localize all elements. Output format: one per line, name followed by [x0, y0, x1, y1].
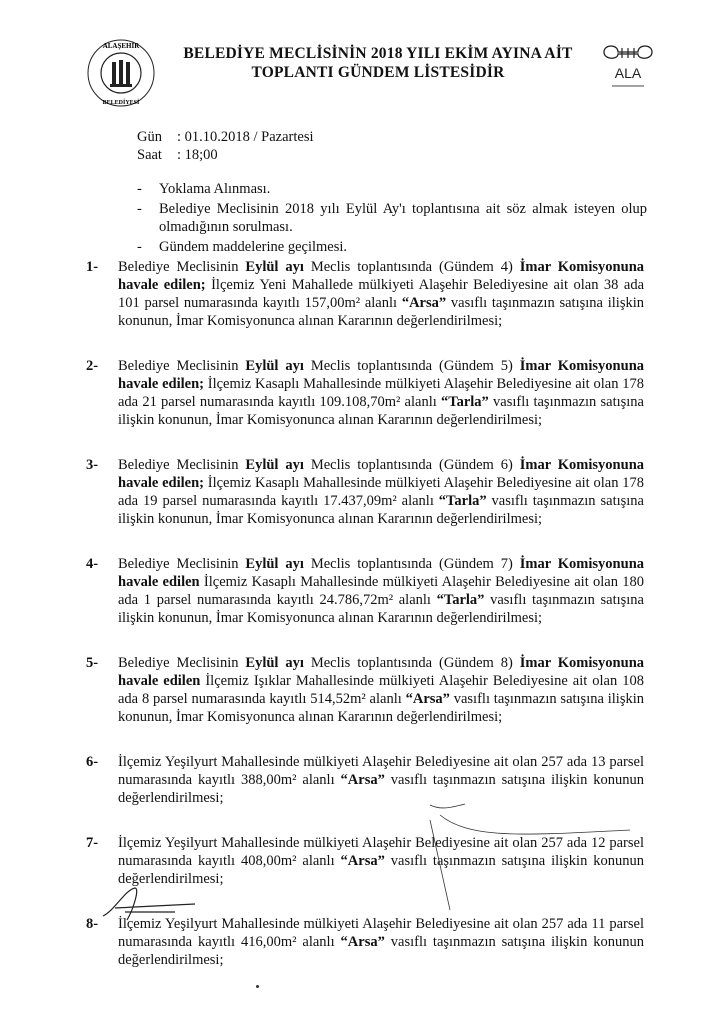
agenda-item — [86, 456, 644, 528]
right-logo — [598, 42, 658, 92]
text: vasıflı taşınmazın satışına ilişkin konunun değerlendirilmesi; — [118, 853, 644, 887]
svg-text:ALA: ALA — [614, 65, 642, 81]
day-label: Gün — [137, 129, 162, 145]
agenda-item-text — [118, 753, 644, 807]
text: vasıflı taşınmazın satışına ilişkin konunun, İmar Komisyonunca alınan Kararının değerlendirilmesi; — [118, 493, 644, 527]
svg-text:ALAŞEHİR: ALAŞEHİR — [102, 42, 140, 50]
text: Meclis toplantısında (Gündem 4) — [303, 259, 520, 275]
text: vasıflı taşınmazın satışına ilişkin konunun değerlendirilmesi; — [118, 772, 644, 806]
bold-text: Eylül ayı — [245, 655, 304, 671]
text: Belediye Meclisinin — [118, 358, 246, 374]
title-line-2: TOPLANTI GÜNDEM LİSTESİDİR — [251, 64, 505, 81]
bold-text: Eylül ayı — [245, 358, 304, 374]
agenda-item-text — [118, 456, 644, 528]
bold-text: “Arsa” — [340, 772, 385, 788]
text: İlçemiz Işıklar Mahallesinde mülkiyeti Alaşehir Belediyesine ait olan 108 ada 8 parsel numarasında kayıtlı 514,52m² alanlı — [118, 673, 644, 707]
text: İlçemiz Kasaplı Mahallesinde mülkiyeti Alaşehir Belediyesine ait olan 178 ada 21 parsel numarasında kayıtlı 109.108,70m² alanlı — [118, 376, 644, 410]
bold-text: İmar Komisyonuna havale edilen — [118, 556, 645, 590]
text: İlçemiz Yeşilyurt Mahallesinde mülkiyeti Alaşehir Belediyesine ait olan 257 ada 11 parsel numarasında kayıtlı 416,00m² alanlı — [118, 916, 644, 950]
text: Meclis toplantısında (Gündem 6) — [303, 457, 520, 473]
agenda-item — [86, 555, 644, 627]
agenda-item-number: 1- — [86, 259, 99, 275]
preliminary-list — [137, 180, 647, 258]
text: İlçemiz Yeni Mahallede mülkiyeti Alaşehir Belediyesine ait olan 38 ada 101 parsel numarasında kayıtlı 157,00m² alanlı — [118, 277, 645, 311]
bold-text: “Tarla” — [436, 592, 485, 608]
time-value: : 18;00 — [177, 147, 218, 163]
bold-text: İmar Komisyonuna havale edilen; — [118, 259, 645, 293]
text: İlçemiz Yeşilyurt Mahallesinde mülkiyeti Alaşehir Belediyesine ait olan 257 ada 12 parsel numarasında kayıtlı 408,00m² alanlı — [118, 835, 644, 869]
scan-mark — [256, 985, 259, 988]
text: İlçemiz Kasaplı Mahallesinde mülkiyeti Alaşehir Belediyesine ait olan 178 ada 19 parsel numarasında kayıtlı 17.437,09m² alanlı — [118, 475, 644, 509]
text: Meclis toplantısında (Gündem 5) — [303, 358, 520, 374]
time-label: Saat — [137, 147, 162, 163]
text: Belediye Meclisinin — [118, 457, 246, 473]
document-title — [168, 44, 588, 82]
agenda-item-text — [118, 654, 644, 726]
bold-text: Eylül ayı — [245, 259, 304, 275]
agenda-item-number: 2- — [86, 358, 99, 374]
meeting-info — [137, 128, 314, 164]
agenda-item-text — [118, 258, 644, 330]
municipality-seal — [86, 38, 156, 108]
text: İlçemiz Yeşilyurt Mahallesinde mülkiyeti Alaşehir Belediyesine ait olan 257 ada 13 parsel numarasında kayıtlı 388,00m² alanlı — [118, 754, 644, 788]
list-item: - Yoklama Alınması. — [137, 181, 271, 197]
text: Belediye Meclisinin — [118, 655, 246, 671]
bold-text: İmar Komisyonuna havale edilen; — [118, 457, 645, 491]
agenda-item-number: 3- — [86, 457, 99, 473]
day-value: : 01.10.2018 / Pazartesi — [177, 129, 314, 145]
text: vasıflı taşınmazın satışına ilişkin konunun, İmar Komisyonunca alınan Kararının değerlendirilmesi; — [118, 295, 644, 329]
agenda-item — [86, 654, 644, 726]
svg-text:BELEDİYESİ: BELEDİYESİ — [102, 100, 140, 106]
agenda-item — [86, 258, 644, 330]
stamp-overlay — [410, 800, 640, 920]
bold-text: Eylül ayı — [245, 556, 304, 572]
text: Meclis toplantısında (Gündem 7) — [303, 556, 520, 572]
signature — [95, 880, 205, 930]
agenda-item-number: 6- — [86, 754, 99, 770]
text: vasıflı taşınmazın satışına ilişkin konunun, İmar Komisyonunca alınan Kararının değerlendirilmesi; — [118, 394, 644, 428]
text: Meclis toplantısında (Gündem 8) — [303, 655, 520, 671]
bold-text: “Arsa” — [340, 853, 385, 869]
agenda-item — [86, 753, 644, 807]
bold-text: İmar Komisyonuna havale edilen; — [118, 358, 645, 392]
agenda-item-number: 5- — [86, 655, 99, 671]
agenda-item-text — [118, 357, 644, 429]
title-line-1: BELEDİYE MECLİSİNİN 2018 YILI EKİM AYINA AİT — [183, 45, 573, 62]
bold-text: İmar Komisyonuna havale edilen — [118, 655, 645, 689]
bold-text: “Arsa” — [401, 295, 447, 311]
bold-text: “Tarla” — [438, 493, 487, 509]
time-row — [137, 146, 314, 164]
text: İlçemiz Kasaplı Mahallesinde mülkiyeti Alaşehir Belediyesine ait olan 180 ada 1 parsel numarasında kayıtlı 24.786,72m² alanlı — [118, 574, 644, 608]
agenda-item-text — [118, 555, 644, 627]
day-row — [137, 128, 314, 146]
agenda-item-number: 7- — [86, 835, 99, 851]
agenda-item-number: 4- — [86, 556, 99, 572]
bold-text: Eylül ayı — [245, 457, 304, 473]
text: vasıflı taşınmazın satışına ilişkin konunun, İmar Komisyonunca alınan Kararının değerlendirilmesi; — [118, 691, 644, 725]
agenda-item-number: 8- — [86, 916, 99, 932]
text: Belediye Meclisinin — [118, 259, 246, 275]
text: vasıflı taşınmazın satışına ilişkin konunun, İmar Komisyonunca alınan Kararının değerlendirilmesi; — [118, 592, 644, 626]
text: vasıflı taşınmazın satışına ilişkin konunun değerlendirilmesi; — [118, 934, 644, 968]
bold-text: “Arsa” — [340, 934, 385, 950]
bold-text: “Tarla” — [440, 394, 489, 410]
agenda-item — [86, 357, 644, 429]
list-item: - Belediye Meclisinin 2018 yılı Eylül Ay'ı toplantısına ait söz almak isteyen olup olmadığının sorulması. — [137, 201, 647, 235]
list-item: - Gündem maddelerine geçilmesi. — [137, 239, 348, 255]
bold-text: “Arsa” — [405, 691, 450, 707]
text: Belediye Meclisinin — [118, 556, 246, 572]
